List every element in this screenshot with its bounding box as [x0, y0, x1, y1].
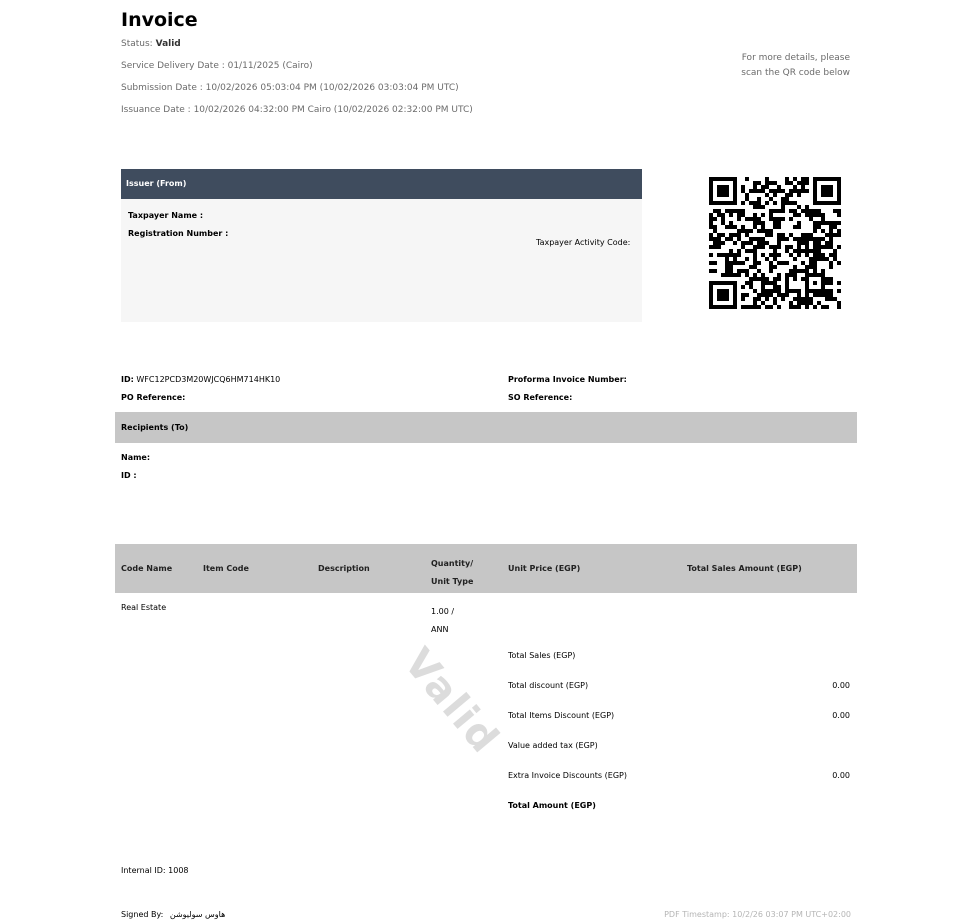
document-id-value: WFC12PCD3M20WJCQ6HM714HK10: [136, 375, 281, 384]
extra-discounts-label: Extra Invoice Discounts (EGP): [508, 771, 627, 780]
extra-discounts-value: 0.00: [832, 771, 850, 780]
signed-by-label: Signed By:: [121, 910, 164, 919]
valid-watermark: Valid: [394, 640, 509, 763]
document-id-label: ID:: [121, 375, 134, 384]
registration-number-label: Registration Number :: [128, 229, 229, 238]
taxpayer-name-label: Taxpayer Name :: [128, 211, 204, 220]
total-sales-label: Total Sales (EGP): [508, 651, 576, 660]
status-label: Status:: [121, 39, 153, 49]
col-quantity-line-1: Quantity/: [431, 559, 474, 568]
col-quantity: [431, 555, 473, 591]
qr-note-line-1: For more details, please: [741, 53, 850, 63]
service-delivery-date: Service Delivery Date : 01/11/2025 (Cairo): [121, 61, 313, 71]
page-title: Invoice: [121, 9, 198, 31]
qr-note-line-2: scan the QR code below: [741, 68, 850, 78]
row-quantity-line-2: ANN: [431, 625, 449, 634]
total-amount-label: Total Amount (EGP): [508, 801, 596, 810]
total-discount-label: Total discount (EGP): [508, 681, 589, 690]
so-reference-label: SO Reference:: [508, 393, 573, 402]
vat-label: Value added tax (EGP): [508, 741, 598, 750]
recipients-band: [115, 412, 857, 443]
po-reference-label: PO Reference:: [121, 393, 186, 402]
total-discount-value: 0.00: [832, 681, 850, 690]
col-item-code: Item Code: [203, 564, 249, 573]
row-quantity-line-1: 1.00 /: [431, 607, 455, 616]
col-description: Description: [318, 564, 370, 573]
recipient-id-label: ID :: [121, 471, 137, 480]
qr-note: [720, 51, 850, 81]
status-line: [121, 39, 181, 49]
signed-by: [121, 910, 225, 919]
row-quantity: [431, 603, 454, 639]
col-total-sales: Total Sales Amount (EGP): [687, 564, 802, 573]
qr-code-icon: [709, 177, 841, 309]
issuance-date: Issuance Date : 10/02/2026 04:32:00 PM Cairo (10/02/2026 02:32:00 PM UTC): [121, 105, 473, 115]
row-code-name: Real Estate: [121, 603, 167, 612]
col-quantity-line-2: Unit Type: [431, 577, 474, 586]
pdf-timestamp: PDF Timestamp: 10/2/26 03:07 PM UTC+02:00: [664, 910, 851, 919]
items-discount-label: Total Items Discount (EGP): [508, 711, 615, 720]
document-id: [121, 375, 280, 384]
status-value: Valid: [155, 39, 181, 49]
recipient-name-label: Name:: [121, 453, 151, 462]
activity-code-label: Taxpayer Activity Code:: [536, 238, 631, 247]
issuer-heading: Issuer (From): [121, 169, 642, 199]
col-unit-price: Unit Price (EGP): [508, 564, 581, 573]
proforma-number-label: Proforma Invoice Number:: [508, 375, 627, 384]
internal-id: Internal ID: 1008: [121, 866, 189, 875]
col-code-name: Code Name: [121, 564, 173, 573]
submission-date: Submission Date : 10/02/2026 05:03:04 PM (10/02/2026 03:03:04 PM UTC): [121, 83, 459, 93]
recipients-heading: Recipients (To): [121, 423, 189, 432]
items-discount-value: 0.00: [832, 711, 850, 720]
signed-by-value: هاوس سوليوشن: [169, 910, 226, 919]
